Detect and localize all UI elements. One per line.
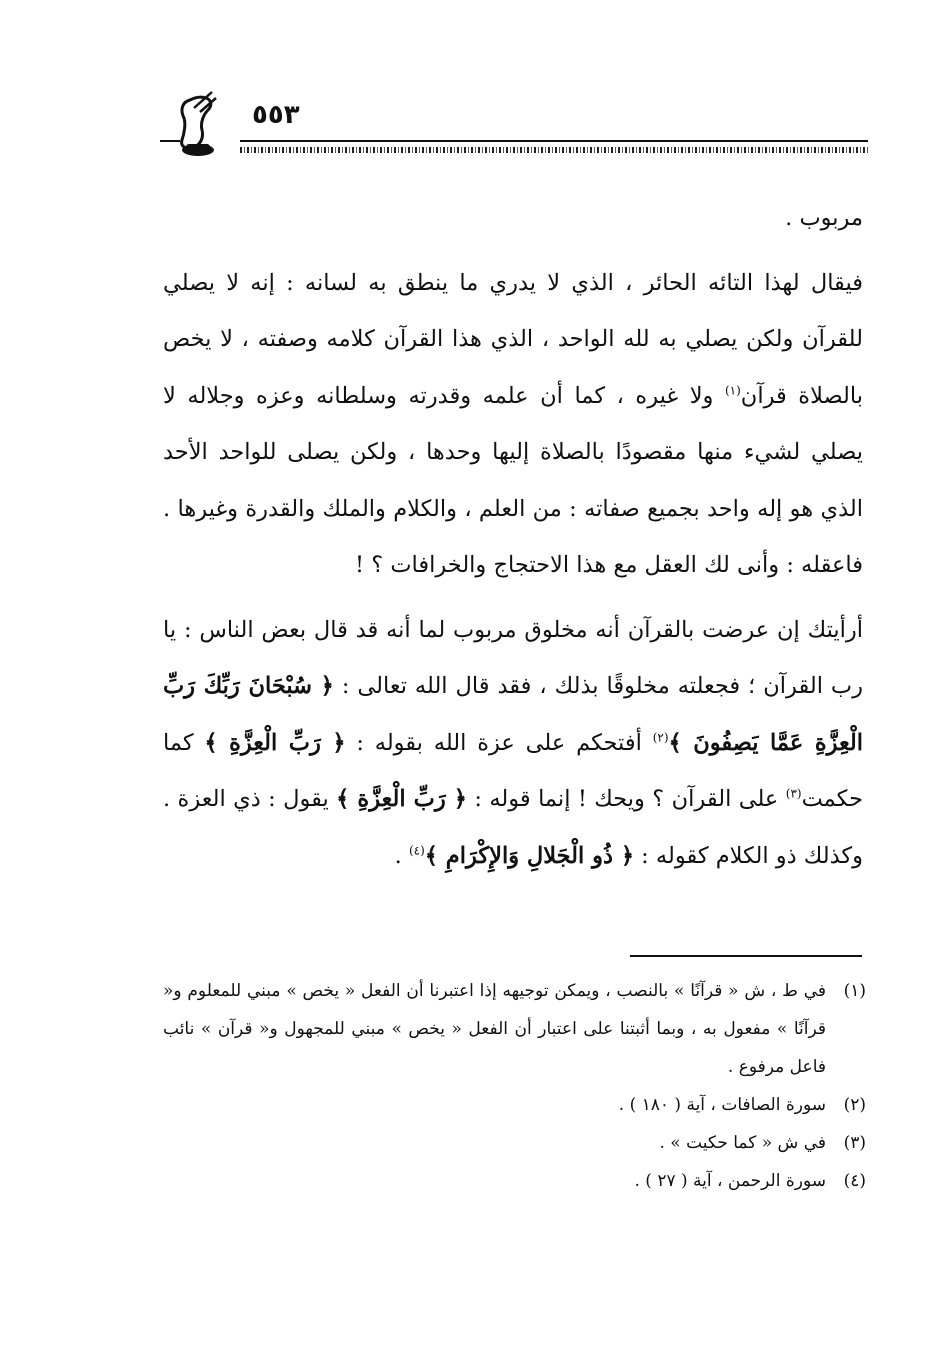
quran-verse-2: ﴿ رَبِّ الْعِزَّةِ ﴾ — [204, 729, 346, 756]
footnote-number: (١) — [843, 981, 866, 1001]
footnote-number: (٤) — [843, 1171, 866, 1191]
footnote-1 — [163, 972, 866, 1086]
page-number: ٥٥٣ — [252, 100, 300, 130]
paragraph-3 — [163, 602, 863, 885]
header-rule — [240, 140, 868, 142]
main-text — [163, 190, 863, 884]
footnote-ref-3: (٣) — [785, 786, 802, 801]
paragraph-3-e: يقول : ذي العزة . وكذلك ذو الكلام كقوله : — [163, 786, 863, 869]
footnote-text: في ش « كما حكيت » . — [659, 1133, 826, 1153]
header-rule-short — [160, 140, 180, 142]
quran-verse-4: ﴿ ذُو الْجَلالِ وَالإِكْرَامِ ﴾ — [424, 842, 635, 869]
footnote-3 — [163, 1124, 866, 1162]
footnote-separator — [630, 955, 862, 957]
quran-verse-3: ﴿ رَبِّ الْعِزَّةِ ﴾ — [336, 786, 467, 812]
paragraph-3-a: أرأيتك إن عرضت بالقرآن أنه مخلوق مربوب لما أنه قد قال بعض الناس : يا رب القرآن ؛ فجعلته مخلوقًا بذلك ، فقد قال الله تعالى : — [163, 616, 863, 699]
footnotes — [163, 972, 866, 1200]
footnote-ref-4: (٤) — [408, 843, 425, 857]
footnote-ref-2: (٢) — [652, 730, 669, 744]
quran-verse-1: ﴿ سُبْحَانَ رَبِّكَ رَبِّ الْعِزَّةِ عَمَّا يَصِفُونَ ﴾ — [163, 673, 863, 756]
footnote-number: (٢) — [843, 1095, 866, 1115]
paragraph-3-f: . — [394, 842, 409, 869]
footnote-text: سورة الصافات ، آية ( ١٨٠ ) . — [618, 1095, 826, 1115]
paragraph-2-text: فيقال لهذا التائه الحائر ، الذي لا يدري ما ينطق به لسانه : إنه لا يصلي للقرآن ولكن يصلي به لله الواحد ، الذي هذا القرآن كلامه وصفته ، لا يخص بالصلاة قرآن — [163, 269, 863, 409]
header-ornament-band — [240, 147, 868, 153]
footnote-2 — [163, 1086, 866, 1124]
footnote-text: في ط ، ش « قرآنًا » بالنصب ، ويمكن توجيهه إذا اعتبرنا أن الفعل « يخص » مبني للمعلوم و« قرآنًا » مفعول به ، وبما أثبتنا على اعتبار أن الفعل « يخص » مبني للمجهول و« قرآن » نائب فاعل مرفوع . — [163, 981, 826, 1077]
paragraph-1: مربوب . — [785, 205, 863, 231]
paragraph-3-d: على القرآن ؟ ويحك ! إنما قوله : — [466, 786, 786, 812]
paragraph-2 — [163, 255, 863, 594]
paragraph-3-c: كما حكمت — [163, 729, 864, 812]
footnote-4 — [163, 1162, 866, 1200]
paragraph-2-rest: ولا غيره ، كما أن علمه وقدرته وسلطانه وعزه وجلاله لا يصلي لشيء منها مقصودًا بالصلاة إليها وحدها ، ولكن يصلى للواحد الأحد الذي هو إله واحد بجميع صفاته : من العلم ، والكلام والملك والقدرة وغيرها . فاعقله : وأنى لك العقل مع هذا الاحتجاج والخرافات ؟ ! — [163, 382, 863, 578]
inkwell-quill-icon — [160, 88, 240, 168]
footnote-number: (٣) — [843, 1133, 866, 1153]
paragraph-3-b: أفتحكم على عزة الله بقوله : — [345, 729, 653, 756]
footnote-ref-1: (١) — [724, 383, 741, 397]
footnote-text: سورة الرحمن ، آية ( ٢٧ ) . — [634, 1171, 826, 1191]
